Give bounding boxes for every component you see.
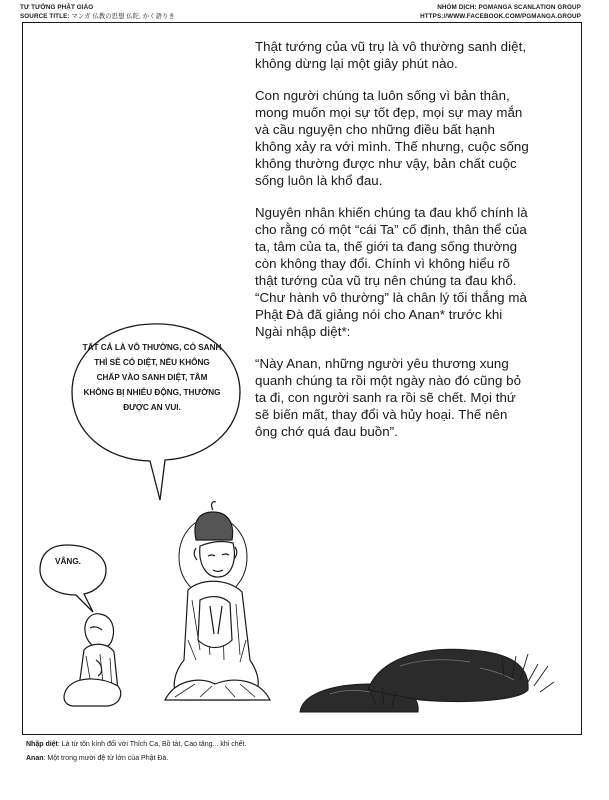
- source-title: SOURCE TITLE: マンガ 仏教の思想 仏陀, かく語りき: [20, 13, 175, 20]
- footnote-nhap-diet: Nhập diệt: Là từ tôn kính đối với Thích Ca, Bồ tát, Cao tăng... khi chết.: [26, 741, 247, 748]
- narration-block: [255, 38, 531, 455]
- buddha-speech-text: TẤT CẢ LÀ VÔ THƯỜNG, CÓ SANH THÌ SẼ CÓ DIỆT, NẾU KHÔNG CHẤP VÀO SANH DIỆT, TÂM KHÔNG BỊ NHIỄU ĐỘNG, THƯỜNG ĐƯỢC AN VUI.: [82, 343, 222, 412]
- footnote-anan: Anan: Một trong mười đệ tử lớn của Phật Đà.: [26, 755, 169, 762]
- disciple-speech-text: VÂNG.: [55, 557, 81, 566]
- series-title: TƯ TƯỞNG PHẬT GIÁO: [20, 4, 94, 11]
- disciple-figure: [64, 614, 121, 706]
- speech-bubble-small: [40, 545, 106, 612]
- translator-url: HTTPS://WWW.FACEBOOK.COM/PGMANGA.GROUP: [420, 13, 581, 20]
- paragraph-1: Thật tướng của vũ trụ là vô thường sanh diệt, không dừng lại một giây phút nào.: [255, 39, 527, 71]
- paragraph-3: Nguyên nhân khiến chúng ta đau khổ chính là cho rằng có một “cái Ta” cố định, thân thể của ta, tâm của ta, thế giới ta đang sống thường còn không thay đổi. Chính vì không hiểu rõ thật tướng của vũ trụ nên chúng ta đau khổ. “Chư hành vô thường” là chân lý tối thắng mà Phật Đà đã giảng nói cho Anan* trước khi Ngài nhập diệt*:: [255, 205, 528, 339]
- rocks: [300, 649, 554, 712]
- translator-group: NHÓM DỊCH: PGMANGA SCANLATION GROUP: [437, 4, 581, 11]
- buddha-figure: [165, 502, 270, 700]
- paragraph-4: “Này Anan, những người yêu thương xung quanh chúng ta rồi một ngày nào đó cũng bỏ ta đi, con người sanh ra rồi sẽ chết. Mọi thứ sẽ biến mất, thay đổi và hủy hoại. Thế nên ông chớ quá đau buồn”.: [255, 356, 522, 439]
- paragraph-2: Con người chúng ta luôn sống vì bản thân, mong muốn mọi sự tốt đẹp, mọi sự may mắn và cầu nguyện cho những điều bất hạnh không xảy ra với mình. Thế nhưng, cuộc sống không thường được như vậy, bản chất cuộc sống luôn là khổ đau.: [255, 88, 529, 188]
